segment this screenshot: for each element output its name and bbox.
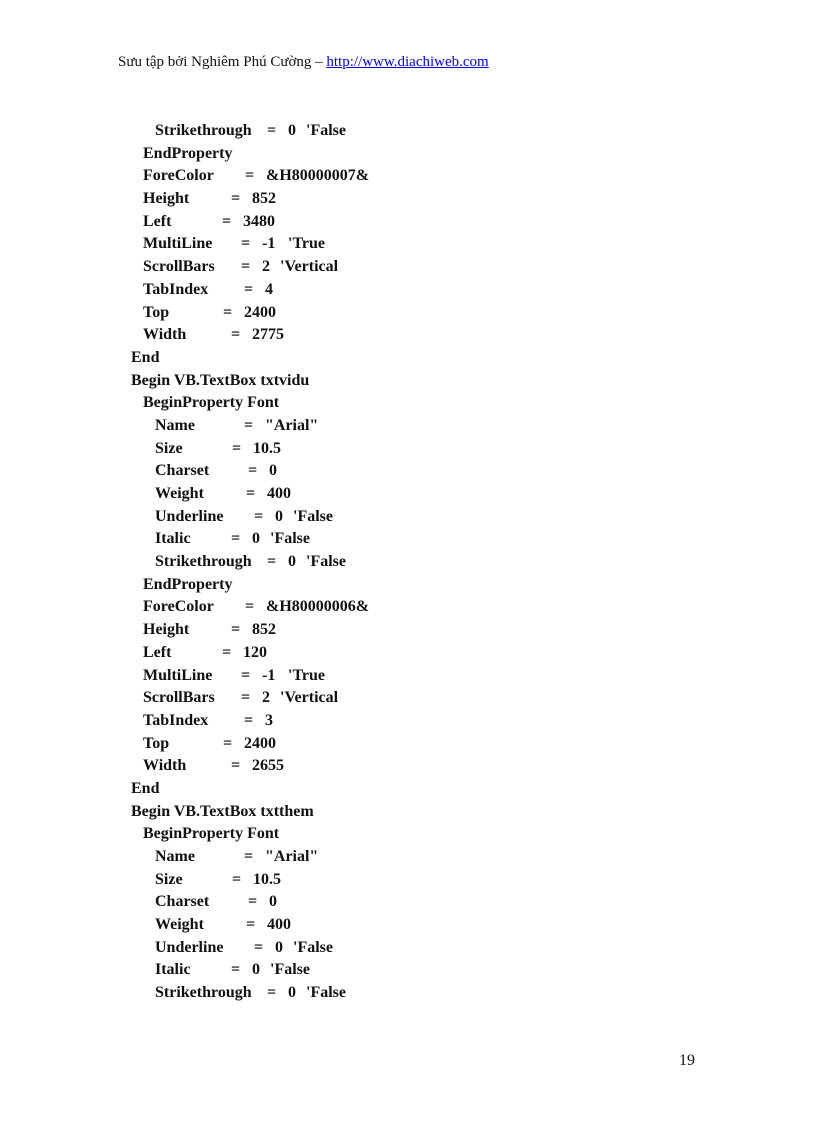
code-comment: 'False xyxy=(306,553,346,571)
code-key: Charset xyxy=(155,462,210,480)
code-key: BeginProperty Font xyxy=(143,825,280,843)
code-line xyxy=(0,347,816,370)
code-key: Strikethrough xyxy=(155,122,252,139)
code-key: Begin VB.TextBox txtthem xyxy=(131,802,314,820)
code-value: 0 xyxy=(288,984,296,1002)
code-key: End xyxy=(131,779,160,797)
code-value: 3 xyxy=(265,711,273,729)
code-key: ScrollBars xyxy=(143,689,215,707)
code-key: Strikethrough xyxy=(155,984,252,1002)
code-line xyxy=(0,914,816,937)
code-line xyxy=(0,370,816,393)
code-equals: = xyxy=(244,280,254,298)
code-equals: = xyxy=(267,122,277,139)
code-line xyxy=(0,619,816,642)
code-equals: = xyxy=(246,485,256,502)
code-value: 2400 xyxy=(244,734,276,752)
code-comment: 'False xyxy=(293,507,333,525)
code-line xyxy=(0,823,816,846)
code-value: 0 xyxy=(275,507,283,525)
code-key: Weight xyxy=(155,485,204,502)
code-line xyxy=(0,302,816,325)
code-key: Height xyxy=(143,621,190,639)
code-value: 400 xyxy=(267,485,291,502)
header-link[interactable]: http://www.diachiweb.com xyxy=(326,54,489,70)
code-value: 2400 xyxy=(244,303,276,321)
code-equals: = xyxy=(245,598,255,616)
code-comment: 'True xyxy=(288,666,326,684)
code-key: Size xyxy=(155,870,183,888)
code-key: Underline xyxy=(155,507,224,525)
code-key: TabIndex xyxy=(143,711,209,729)
code-value: 400 xyxy=(267,916,291,934)
code-equals: = xyxy=(231,621,241,639)
code-line xyxy=(0,869,816,892)
code-line xyxy=(0,891,816,914)
code-equals: = xyxy=(222,212,232,230)
header-text: Sưu tập bởi Nghiêm Phú Cường – xyxy=(118,54,327,70)
code-line xyxy=(0,937,816,960)
code-value: 120 xyxy=(243,643,267,661)
code-line xyxy=(0,188,816,211)
code-value: 852 xyxy=(252,621,276,639)
code-key: Strikethrough xyxy=(155,553,252,571)
code-value: 2775 xyxy=(252,326,284,344)
code-line xyxy=(0,392,816,415)
code-key: ScrollBars xyxy=(143,258,215,276)
code-equals: = xyxy=(231,961,241,979)
code-key: Width xyxy=(143,757,187,775)
code-equals: = xyxy=(245,167,255,185)
code-equals: = xyxy=(244,848,254,865)
code-equals: = xyxy=(231,190,241,208)
code-equals: = xyxy=(248,893,258,911)
code-key: End xyxy=(131,348,160,366)
code-equals: = xyxy=(254,938,264,956)
code-key: Name xyxy=(155,848,195,865)
code-key: EndProperty xyxy=(143,575,233,593)
code-line xyxy=(0,710,816,733)
code-value: -1 xyxy=(262,235,276,253)
code-value: 10.5 xyxy=(253,439,281,457)
code-value: 0 xyxy=(288,553,296,571)
code-key: EndProperty xyxy=(143,144,233,162)
code-key: Weight xyxy=(155,916,204,934)
code-value: &H80000006& xyxy=(266,598,370,616)
code-key: Charset xyxy=(155,893,210,911)
code-equals: = xyxy=(223,734,233,752)
code-key: ForeColor xyxy=(143,598,214,616)
code-line xyxy=(0,460,816,483)
code-equals: = xyxy=(223,303,233,321)
code-key: Height xyxy=(143,190,190,208)
code-equals: = xyxy=(241,235,251,253)
code-comment: 'False xyxy=(270,961,310,979)
code-key: Underline xyxy=(155,938,224,956)
code-line xyxy=(0,324,816,347)
code-line xyxy=(0,483,816,506)
code-value: 852 xyxy=(252,190,276,208)
code-key: Italic xyxy=(155,961,191,979)
code-line xyxy=(0,755,816,778)
code-line xyxy=(0,801,816,824)
code-key: Left xyxy=(143,212,172,230)
code-value: 0 xyxy=(269,893,277,911)
code-equals: = xyxy=(244,711,254,729)
code-key: TabIndex xyxy=(143,280,209,298)
code-value: 2655 xyxy=(252,757,284,775)
code-value: 4 xyxy=(265,280,273,298)
code-value: 0 xyxy=(275,938,283,956)
code-comment: 'False xyxy=(306,984,346,1002)
code-equals: = xyxy=(232,439,242,457)
code-line xyxy=(0,143,816,166)
code-value: 0 xyxy=(252,530,260,548)
code-key: Top xyxy=(143,303,170,321)
code-line xyxy=(0,596,816,619)
code-equals: = xyxy=(241,666,251,684)
code-key: Name xyxy=(155,416,195,434)
code-key: ForeColor xyxy=(143,167,214,185)
code-equals: = xyxy=(222,643,232,661)
code-value: 0 xyxy=(269,462,277,480)
code-key: BeginProperty Font xyxy=(143,394,280,412)
code-equals: = xyxy=(244,416,254,434)
code-value: 2 xyxy=(262,258,270,276)
code-equals: = xyxy=(267,984,277,1002)
code-key: Italic xyxy=(155,530,191,548)
code-line xyxy=(0,120,816,143)
code-equals: = xyxy=(267,553,277,571)
code-line xyxy=(0,778,816,801)
code-comment: 'False xyxy=(293,938,333,956)
code-equals: = xyxy=(254,507,264,525)
code-value: 3480 xyxy=(243,212,275,230)
code-key: Left xyxy=(143,643,172,661)
code-equals: = xyxy=(241,689,251,707)
code-value: "Arial" xyxy=(265,848,319,865)
code-line xyxy=(0,982,816,1005)
code-line xyxy=(0,211,816,234)
code-line xyxy=(0,233,816,256)
code-equals: = xyxy=(248,462,258,480)
code-value: &H80000007& xyxy=(266,167,370,185)
code-key: MultiLine xyxy=(143,666,213,684)
code-key: Width xyxy=(143,326,187,344)
code-line xyxy=(0,528,816,551)
code-line xyxy=(0,959,816,982)
page-number: 19 xyxy=(679,1052,695,1069)
code-key: MultiLine xyxy=(143,235,213,253)
code-line xyxy=(0,256,816,279)
code-listing xyxy=(0,120,816,1005)
code-comment: 'True xyxy=(288,235,326,253)
code-line xyxy=(0,642,816,665)
code-line xyxy=(0,665,816,688)
code-line xyxy=(0,551,816,574)
code-line xyxy=(0,687,816,710)
code-line xyxy=(0,438,816,461)
code-line xyxy=(0,506,816,529)
code-value: 2 xyxy=(262,689,270,707)
code-value: "Arial" xyxy=(265,416,319,434)
code-equals: = xyxy=(246,916,256,934)
code-line xyxy=(0,733,816,756)
code-key: Top xyxy=(143,734,170,752)
code-line xyxy=(0,279,816,302)
code-value: -1 xyxy=(262,666,276,684)
code-comment: 'Vertical xyxy=(280,258,339,276)
code-equals: = xyxy=(241,258,251,276)
code-line xyxy=(0,165,816,188)
code-equals: = xyxy=(231,530,241,548)
code-line xyxy=(0,846,816,869)
page-header xyxy=(118,54,489,71)
code-comment: 'False xyxy=(270,530,310,548)
code-line xyxy=(0,574,816,597)
code-comment: 'Vertical xyxy=(280,689,339,707)
code-key: Size xyxy=(155,439,183,457)
code-equals: = xyxy=(232,870,242,888)
code-value: 10.5 xyxy=(253,870,281,888)
code-equals: = xyxy=(231,326,241,344)
code-line xyxy=(0,415,816,438)
code-key: Begin VB.TextBox txtvidu xyxy=(131,371,310,389)
code-equals: = xyxy=(231,757,241,775)
code-value: 0 xyxy=(252,961,260,979)
code-value: 0 xyxy=(288,122,296,139)
code-comment: 'False xyxy=(306,122,346,139)
